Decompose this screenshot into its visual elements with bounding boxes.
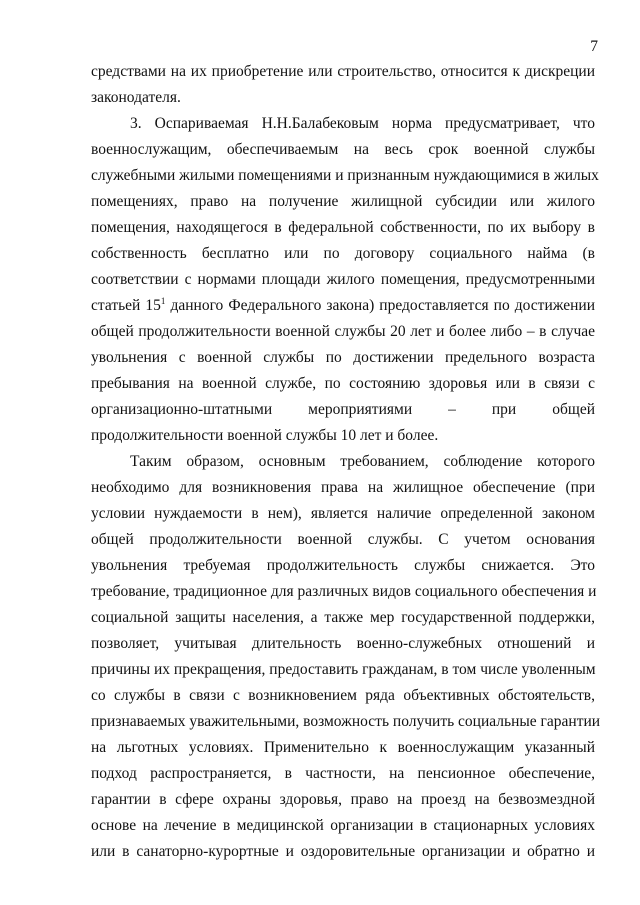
text-line: гарантии в сфере охраны здоровья, право на проезд на безвозмездной	[91, 791, 595, 808]
text-line: помещениях, право на получение жилищной субсидии или жилого	[91, 193, 595, 210]
text-line: или в санаторно-курортные и оздоровительные организации и обратно и	[91, 843, 595, 860]
text-line: средствами на их приобретение или строительство, относится к дискреции	[91, 63, 595, 80]
text-line: законодателя.	[91, 89, 181, 106]
text-line: продолжительности военной службы 10 лет и более.	[91, 427, 439, 444]
text-line: социальной защиты населения, а также мер государственной поддержки,	[91, 609, 595, 626]
text-line: позволяет, учитывая длительность военно-служебных отношений и	[91, 635, 595, 652]
text-line: соответствии с нормами площади жилого помещения, предусмотренными	[91, 271, 595, 288]
text-line: помещения, находящегося в федеральной собственности, по их выбору в	[91, 219, 595, 236]
text-line: со службы в связи с возникновением ряда объективных обстоятельств,	[91, 687, 595, 704]
text-line: общей продолжительности военной службы 20 лет и более либо – в случае	[91, 323, 595, 340]
paragraph-first-line: Таким образом, основным требованием, соблюдение которого	[130, 453, 595, 470]
text-line: организационно-штатными мероприятиями – при общей	[91, 401, 595, 418]
text-line: на льготных условиях. Применительно к военнослужащим указанный	[91, 739, 595, 756]
text-line: служебными жилыми помещениями и признанным нуждающимися в жилых	[91, 167, 599, 184]
text-line: собственность бесплатно или по договору социального найма (в	[91, 245, 595, 262]
text-line: военнослужащим, обеспечиваемым на весь срок военной службы	[91, 141, 595, 158]
text-line: требование, традиционное для различных видов социального обеспечения и	[91, 583, 597, 600]
text-line: причины их прекращения, предоставить гражданам, в том числе уволенным	[91, 661, 596, 678]
text-line: подход распространяется, в частности, на пенсионное обеспечение,	[91, 765, 595, 782]
text-fragment: статьей 15	[91, 297, 161, 314]
text-fragment: данного Федерального закона) предоставляется по достижении	[165, 297, 596, 314]
superscript: 1	[160, 296, 166, 306]
text-line: пребывания на военной службе, по состоянию здоровья или в связи с	[91, 375, 595, 392]
text-line: основе на лечение в медицинской организации в стационарных условиях	[91, 817, 595, 834]
paragraph-first-line: 3. Оспариваемая Н.Н.Балабековым норма предусматривает, что	[130, 115, 595, 132]
text-line: признаваемых уважительными, возможность получить социальные гарантии	[91, 713, 601, 730]
text-line: увольнения требуемая продолжительность службы снижается. Это	[91, 557, 595, 574]
text-line: увольнения с военной службы по достижении предельного возраста	[91, 349, 595, 366]
text-line: общей продолжительности военной службы. С учетом основания	[91, 531, 595, 548]
text-line: необходимо для возникновения права на жилищное обеспечение (при	[91, 479, 595, 496]
page-number: 7	[590, 38, 598, 55]
text-line: условии нуждаемости в нем), является наличие определенной законом	[91, 505, 595, 522]
text-line-with-superscript	[91, 295, 595, 317]
